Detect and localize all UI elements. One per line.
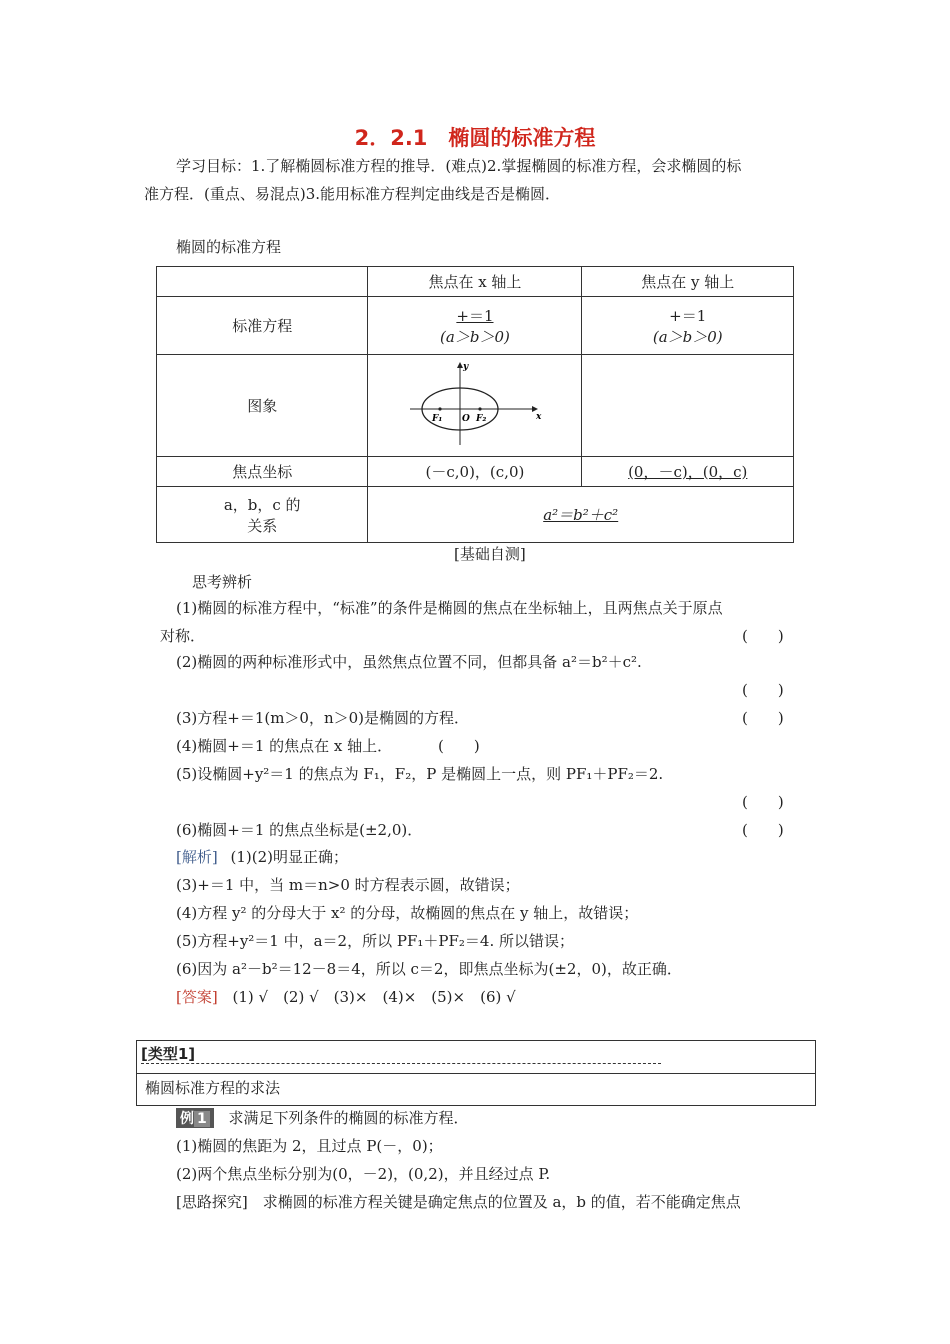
analysis-line-2: (3)+＝1 中，当 m＝n>0 时方程表示圆，故错误； — [176, 876, 520, 894]
example-condition-1: (1)椭圆的焦距为 2，且过点 P(－，0)； — [176, 1137, 443, 1155]
equation-x-condition: (a＞b＞0) — [440, 327, 510, 346]
page-title: 2．2.1 椭圆的标准方程 — [354, 126, 596, 150]
ellipse-graph — [400, 359, 550, 449]
item-4: (4)椭圆+＝1 的焦点在 x 轴上． — [176, 737, 393, 755]
y-axis-label: y — [462, 361, 469, 372]
equation-y-condition: (a＞b＞0) — [652, 327, 723, 346]
example-badge — [176, 1108, 214, 1128]
answer-line — [176, 986, 516, 1007]
learning-objectives — [144, 152, 820, 208]
focus-coords-x: (－c,0)，(c,0) — [368, 457, 582, 487]
answer-label: [答案] — [176, 988, 218, 1006]
item-2: (2)椭圆的两种标准形式中，虽然焦点位置不同，但都具备 a²＝b²＋c². — [176, 653, 642, 671]
analysis-line-4: (5)方程+y²＝1 中，a＝2，所以 PF₁＋PF₂＝4. 所以错误； — [176, 932, 574, 950]
row-label-equation: 标准方程 — [157, 297, 368, 355]
focus-f1-point — [438, 407, 441, 410]
x-axis-label: x — [535, 411, 542, 422]
origin-label: O — [461, 413, 470, 424]
answer-text: (1) √ (2) √ (3)× (4)× (5)× (6) √ — [232, 988, 516, 1006]
objectives-line-2: 准方程．(重点、易混点)3.能用标准方程判定曲线是否是椭圆． — [144, 185, 561, 203]
type-dashed-line — [141, 1063, 661, 1064]
relation-label-2: 关系 — [247, 516, 278, 535]
row-label-focus: 焦点坐标 — [157, 457, 368, 487]
equation-x-main: +＝1 — [456, 306, 494, 325]
item-3: (3)方程+＝1(m＞0，n＞0)是椭圆的方程． — [176, 709, 470, 727]
item-1-line-1: (1)椭圆的标准方程中，“标准”的条件是椭圆的焦点在坐标轴上，且两焦点关于原点 — [176, 599, 723, 617]
type-separator — [137, 1073, 815, 1074]
example-condition-2: (2)两个焦点坐标分别为(0，－2)，(0,2)，并且经过点 P. — [176, 1165, 551, 1183]
item-6-answer-blank: ( ) — [742, 821, 784, 839]
item-6: (6)椭圆+＝1 的焦点坐标是(±2,0)． — [176, 821, 423, 839]
focus-f2-point — [478, 407, 481, 410]
item-3-answer-blank: ( ) — [742, 709, 784, 727]
abc-relation: a²＝b²＋c² — [368, 487, 794, 543]
equation-y — [582, 297, 794, 355]
example-number: 1 — [194, 1111, 210, 1127]
item-2-answer-blank: ( ) — [742, 681, 784, 699]
example-intro: 求满足下列条件的椭圆的标准方程． — [228, 1109, 469, 1127]
analysis-text-1: (1)(2)明显正确； — [230, 848, 348, 866]
equation-x — [368, 297, 582, 355]
relation-label-1: a，b，c 的 — [223, 495, 301, 514]
example-heading — [176, 1107, 469, 1128]
example-hint: [思路探究] 求椭圆的标准方程关键是确定焦点的位置及 a，b 的值，若不能确定焦点 — [176, 1193, 741, 1211]
table-corner-cell — [157, 267, 368, 297]
analysis-line-5: (6)因为 a²－b²＝12－8＝4，所以 c＝2，即焦点坐标为(±2，0)，故正确． — [176, 960, 682, 978]
item-1-answer-blank: ( ) — [742, 627, 784, 645]
row-label-relation — [157, 487, 368, 543]
think-heading: 思考辨析 — [192, 573, 253, 591]
row-label-graph: 图象 — [157, 355, 368, 457]
focus-f2-label: F₂ — [475, 413, 487, 424]
example-badge-label: 例 — [180, 1111, 194, 1127]
objectives-line-1: 学习目标：1.了解椭圆标准方程的推导．(难点)2.掌握椭圆的标准方程，会求椭圆的标 — [176, 157, 742, 175]
type-label: [类型1] — [141, 1045, 196, 1063]
item-5: (5)设椭圆+y²＝1 的焦点为 F₁，F₂，P 是椭圆上一点，则 PF₁＋PF₂＝2. — [176, 765, 664, 783]
ellipse-graph-y-cell — [582, 355, 794, 457]
self-test-heading: [基础自测] — [454, 545, 526, 563]
item-4-answer-blank: ( ) — [438, 737, 480, 755]
header-focus-x: 焦点在 x 轴上 — [368, 267, 582, 297]
analysis-label: [解析] — [176, 848, 218, 866]
focus-coords-y: (0，－c)，(0，c) — [582, 457, 794, 487]
item-1-line-2: 对称． — [160, 627, 206, 645]
type-box — [136, 1040, 816, 1106]
focus-f1-label: F₁ — [431, 413, 443, 424]
type-title: 椭圆标准方程的求法 — [145, 1079, 281, 1097]
analysis-line-1 — [176, 846, 348, 867]
equation-y-main: +＝1 — [669, 306, 707, 325]
header-focus-y: 焦点在 y 轴上 — [582, 267, 794, 297]
item-5-answer-blank: ( ) — [742, 793, 784, 811]
ellipse-graph-cell — [368, 355, 582, 457]
analysis-line-3: (4)方程 y² 的分母大于 x² 的分母，故椭圆的焦点在 y 轴上，故错误； — [176, 904, 639, 922]
ellipse-standard-equation-table — [156, 266, 794, 543]
section-heading: 椭圆的标准方程 — [176, 238, 282, 256]
